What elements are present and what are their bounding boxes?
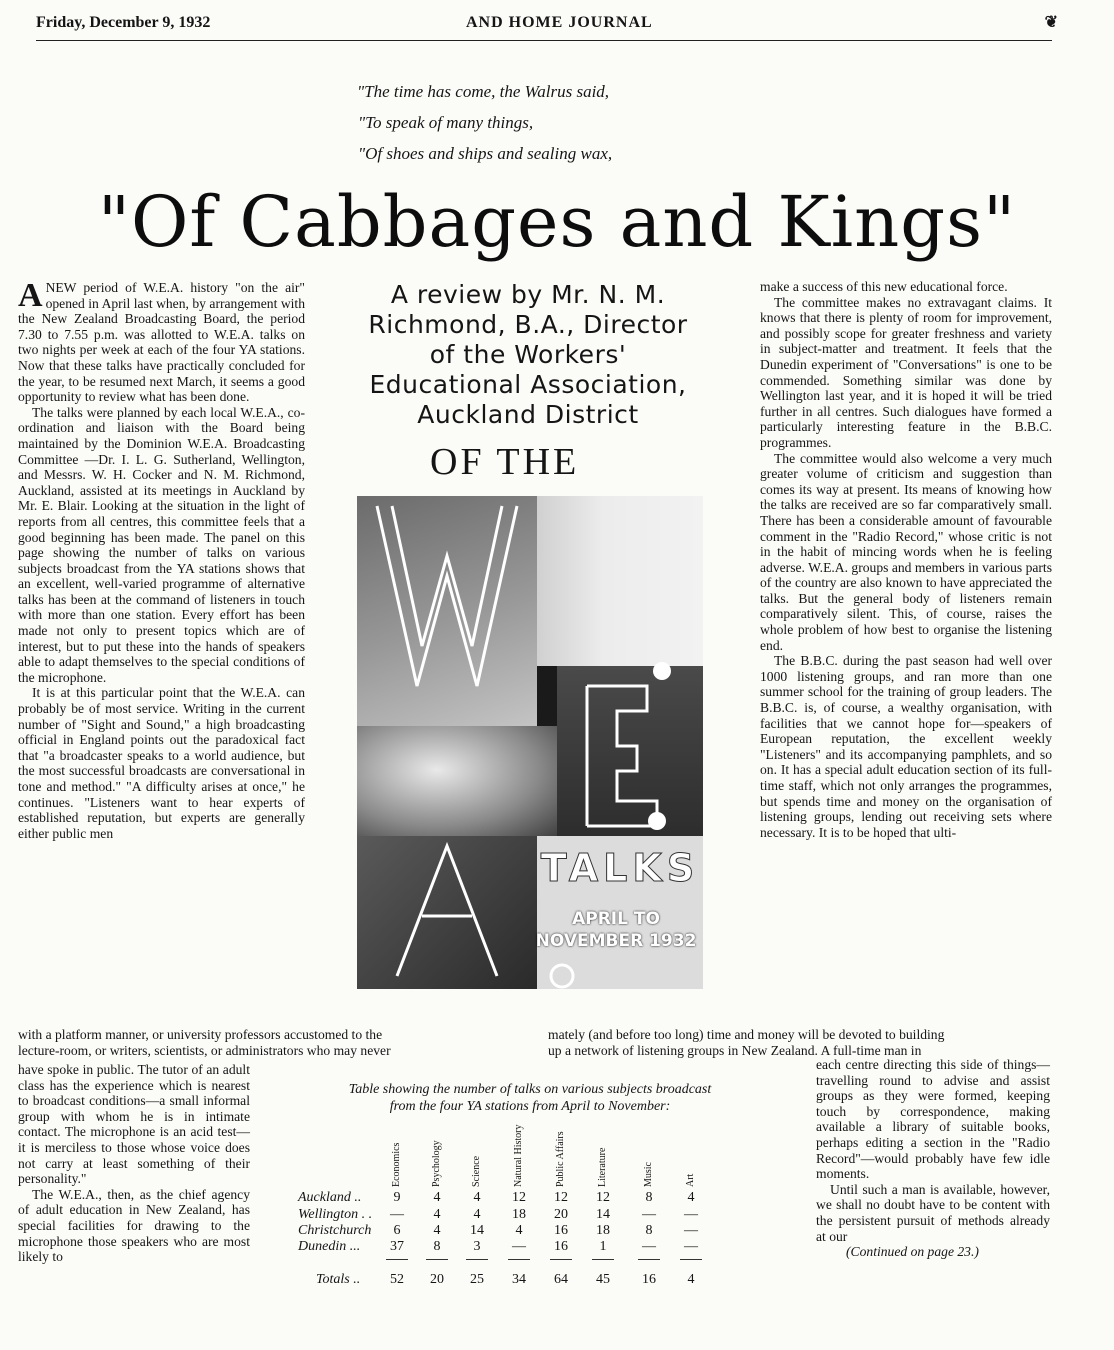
- column-header: Literature: [597, 1147, 608, 1187]
- total-rule: [466, 1259, 488, 1260]
- total-cell: 4: [687, 1272, 695, 1287]
- right-column: [760, 279, 1052, 840]
- total-cell: 64: [554, 1272, 568, 1287]
- table-cell: —: [642, 1239, 656, 1254]
- paragraph: each centre directing this side of things—travelling round to advise and assist groups as they were formed, keeping touch by correspondence, making available a library of suitable books, perhaps editing a section in the "Radio Record"—would probably have few idle moments.: [816, 1057, 1050, 1182]
- caption-line: from the four YA stations from April to November:: [389, 1099, 671, 1114]
- total-cell: 20: [430, 1272, 444, 1287]
- table-cell: 4: [433, 1223, 441, 1238]
- table-cell: 12: [596, 1190, 610, 1205]
- continued-note: (Continued on page 23.): [846, 1244, 979, 1260]
- table-cell: 18: [512, 1207, 526, 1222]
- table-cell: —: [512, 1239, 526, 1254]
- table-cell: 6: [393, 1223, 401, 1238]
- poster-date-line: NOVEMBER 1932: [535, 931, 697, 951]
- table-cell: 4: [473, 1190, 481, 1205]
- table-cell: 16: [554, 1239, 568, 1254]
- row-label: Christchurch: [298, 1223, 372, 1238]
- table-cell: —: [684, 1207, 698, 1222]
- paragraph: have spoke in public. The tutor of an adult class has the experience which is nearest to broadcast conditions—a small informal group with whom he is in intimate contact. The microphone is an acid test—it is merciless to those whose voice does not carry at least something of their personality.": [18, 1062, 250, 1187]
- table-cell: 14: [596, 1207, 610, 1222]
- bottom-left-column: [18, 1062, 250, 1265]
- wea-talks-poster: [357, 496, 703, 989]
- table-cell: 4: [433, 1190, 441, 1205]
- total-cell: 25: [470, 1272, 484, 1287]
- row-label: Dunedin ...: [298, 1239, 361, 1254]
- paragraph: The committee would also welcome a very much greater volume of criticism and suggestion than comes its way at present. Its means of knowing how the talks are received are so far comparatively small. There has been a considerable amount of favourable comment in the "Radio Record," whose critic is not in the habit of mincing words when he is feeling adverse. W.E.A. groups and members in various parts of the country are also known to have appreciated the talks. But the general body of listeners remain comparatively silent. This, of course, raises the whole problem of how best to organise the listening end.: [760, 450, 1052, 653]
- table-cell: 9: [393, 1190, 401, 1205]
- paragraph: The committee makes no extravagant claims. It knows that there is plenty of room for improvement, and possibly scope for greater freshness and variety in subject-matter and treatment. It feels that the Dunedin experiment of "Conversations" is one to be commended. Something similar was done by Wellington last year, and it is hoped it will be tried further in all centres. Such dialogues have formed a particularly interesting feature in the B.B.C. programmes.: [760, 294, 1052, 450]
- span-line: mately (and before too long) time and money will be devoted to building: [548, 1027, 945, 1042]
- table-cell: 8: [645, 1223, 653, 1238]
- paragraph: make a success of this new educational force.: [760, 279, 1008, 294]
- epigraph-line: "The time has come, the Walrus said,: [357, 82, 610, 101]
- table-cell: 12: [512, 1190, 526, 1205]
- total-rule: [680, 1259, 702, 1260]
- paragraph: The W.E.A., then, as the chief agency of adult education in New Zealand, has special facilities for drawing to the microphone those speakers who are most likely to: [18, 1186, 250, 1265]
- issue-date: Friday, December 9, 1932: [36, 14, 211, 31]
- total-rule: [386, 1259, 408, 1260]
- paragraph: The B.B.C. during the past season had well over 1000 listening groups, and ran more than one summer school for the training of group leaders. The B.B.C. is, of course, a wealthy organisation, with facilities that we cannot hope for—speakers of European reputation, the excellent weekly "Listeners" and its accompanying pamphlets, and so on. It has a special adult education section of its full-time staff, which not only arranges the programmes, but spends time and money on the organisation of listening groups, lending out receiving sets where necessary. It is to be hoped that ulti-: [760, 653, 1052, 840]
- row-label: Wellington . .: [298, 1207, 373, 1222]
- table-cell: 1: [599, 1239, 607, 1254]
- table-cell: —: [684, 1223, 698, 1238]
- totals-label: Totals ..: [316, 1272, 361, 1287]
- table-cell: 14: [470, 1223, 484, 1238]
- column-header: Natural History: [513, 1124, 524, 1187]
- bottom-right-column: [816, 1057, 1050, 1260]
- column-header: Science: [471, 1155, 482, 1187]
- poster-date-line: APRIL TO: [572, 909, 660, 929]
- table-cell: 16: [554, 1223, 568, 1238]
- span-line: lecture-room, or writers, scientists, or administrators who may never: [18, 1043, 391, 1058]
- total-rule: [426, 1259, 448, 1260]
- table-cell: 4: [515, 1223, 523, 1238]
- column-header: Psychology: [431, 1140, 442, 1187]
- column-header: Economics: [391, 1142, 402, 1187]
- total-cell: 16: [642, 1272, 656, 1287]
- table-cell: 20: [554, 1207, 568, 1222]
- table-cell: 18: [596, 1223, 610, 1238]
- table-cell: 4: [473, 1207, 481, 1222]
- review-byline: A review by Mr. N. M. Richmond, B.A., Director of the Workers' Educational Association, Auckland District: [368, 280, 688, 429]
- epigraph-line: "To speak of many things,: [358, 113, 534, 132]
- caption-line: Table showing the number of talks on various subjects broadcast: [348, 1082, 712, 1097]
- column-header: Music: [643, 1162, 654, 1187]
- table-cell: 12: [554, 1190, 568, 1205]
- epigraph-line: "Of shoes and ships and sealing wax,: [358, 144, 613, 163]
- total-rule: [550, 1259, 572, 1260]
- total-cell: 52: [390, 1272, 404, 1287]
- paragraph: The talks were planned by each local W.E.A., co-ordination and liaison with the Board being maintained by the Dominion W.E.A. Broadcasting Committee —Dr. I. L. G. Sutherland, Wellington, and Messrs. W. H. Cocker and N. M. Richmond, Auckland, assisted at its meetings in Auckland by Mr. E. Blair. Looking at the situation in the light of reports from all centres, this committee feels that a good beginning has been made. The panel on this page showing the number of talks on various subjects broadcast from the YA stations shows that an excellent, well-varied programme of alternative talks has been at the command of listeners in touch with more than one station. Every effort has been made not only to present topics which are of interest, but to put these into the hands of speakers able to adapt themselves to the special conditions of the microphone.: [18, 404, 305, 685]
- total-cell: 34: [512, 1272, 526, 1287]
- total-rule: [592, 1259, 614, 1260]
- left-column: [18, 277, 305, 841]
- table-cell: 4: [433, 1207, 441, 1222]
- epigraph: [357, 76, 612, 169]
- table-cell: 8: [645, 1190, 653, 1205]
- paragraph: ANEW period of W.E.A. history "on the air" opened in April last when, by arrangement with the New Zealand Broadcasting Board, the period 7.30 to 7.55 p.m. was allotted to W.E.A. talks on two nights per week at each of the four YA stations. Now that these talks have practically concluded for the year, to be resumed next March, it seems a good opportunity to review what has been done.: [18, 277, 305, 405]
- total-rule: [638, 1259, 660, 1260]
- column-header: Public Affairs: [555, 1131, 566, 1187]
- ornament-icon: ❦: [1044, 14, 1058, 31]
- article-title: "Of Cabbages and Kings": [97, 181, 1017, 263]
- table-cell: 4: [687, 1190, 695, 1205]
- table-cell: 37: [390, 1239, 404, 1254]
- total-rule: [508, 1259, 530, 1260]
- column-header: Art: [685, 1173, 696, 1187]
- paragraph: It is at this particular point that the W.E.A. can probably be of most service. Writing in the current number of "Sight and Sound," a high broadcasting official in England points out the paradoxical fact that "a broadcaster speaks to a world audience, but the most successful broadcasts are conversational in tone and method." "A difficulty arises at once," he continues. "Listeners want to hear experts of established reputation, but experts are generally either public men: [18, 685, 305, 841]
- table-cell: —: [684, 1239, 698, 1254]
- table-cell: 8: [433, 1239, 441, 1254]
- table-cell: 3: [473, 1239, 481, 1254]
- span-line: up a network of listening groups in New Zealand. A full-time man in: [548, 1043, 922, 1058]
- span-line: with a platform manner, or university professors accustomed to the: [18, 1027, 383, 1042]
- row-label: Auckland ..: [298, 1190, 362, 1205]
- paragraph: Until such a man is available, however, we shall no doubt have to be content with the persistent pursuit of methods already at our: [816, 1181, 1050, 1244]
- table-caption: [290, 1081, 770, 1115]
- poster-dates: [529, 908, 703, 952]
- publication-name: AND HOME JOURNAL: [466, 14, 653, 31]
- drop-cap: A: [18, 277, 43, 314]
- total-cell: 45: [596, 1272, 610, 1287]
- table-cell: —: [390, 1207, 404, 1222]
- page-header: [36, 10, 1058, 41]
- table-cell: —: [642, 1207, 656, 1222]
- poster-heading: OF THE: [430, 441, 580, 483]
- poster-talks-label: TALKS: [540, 846, 700, 890]
